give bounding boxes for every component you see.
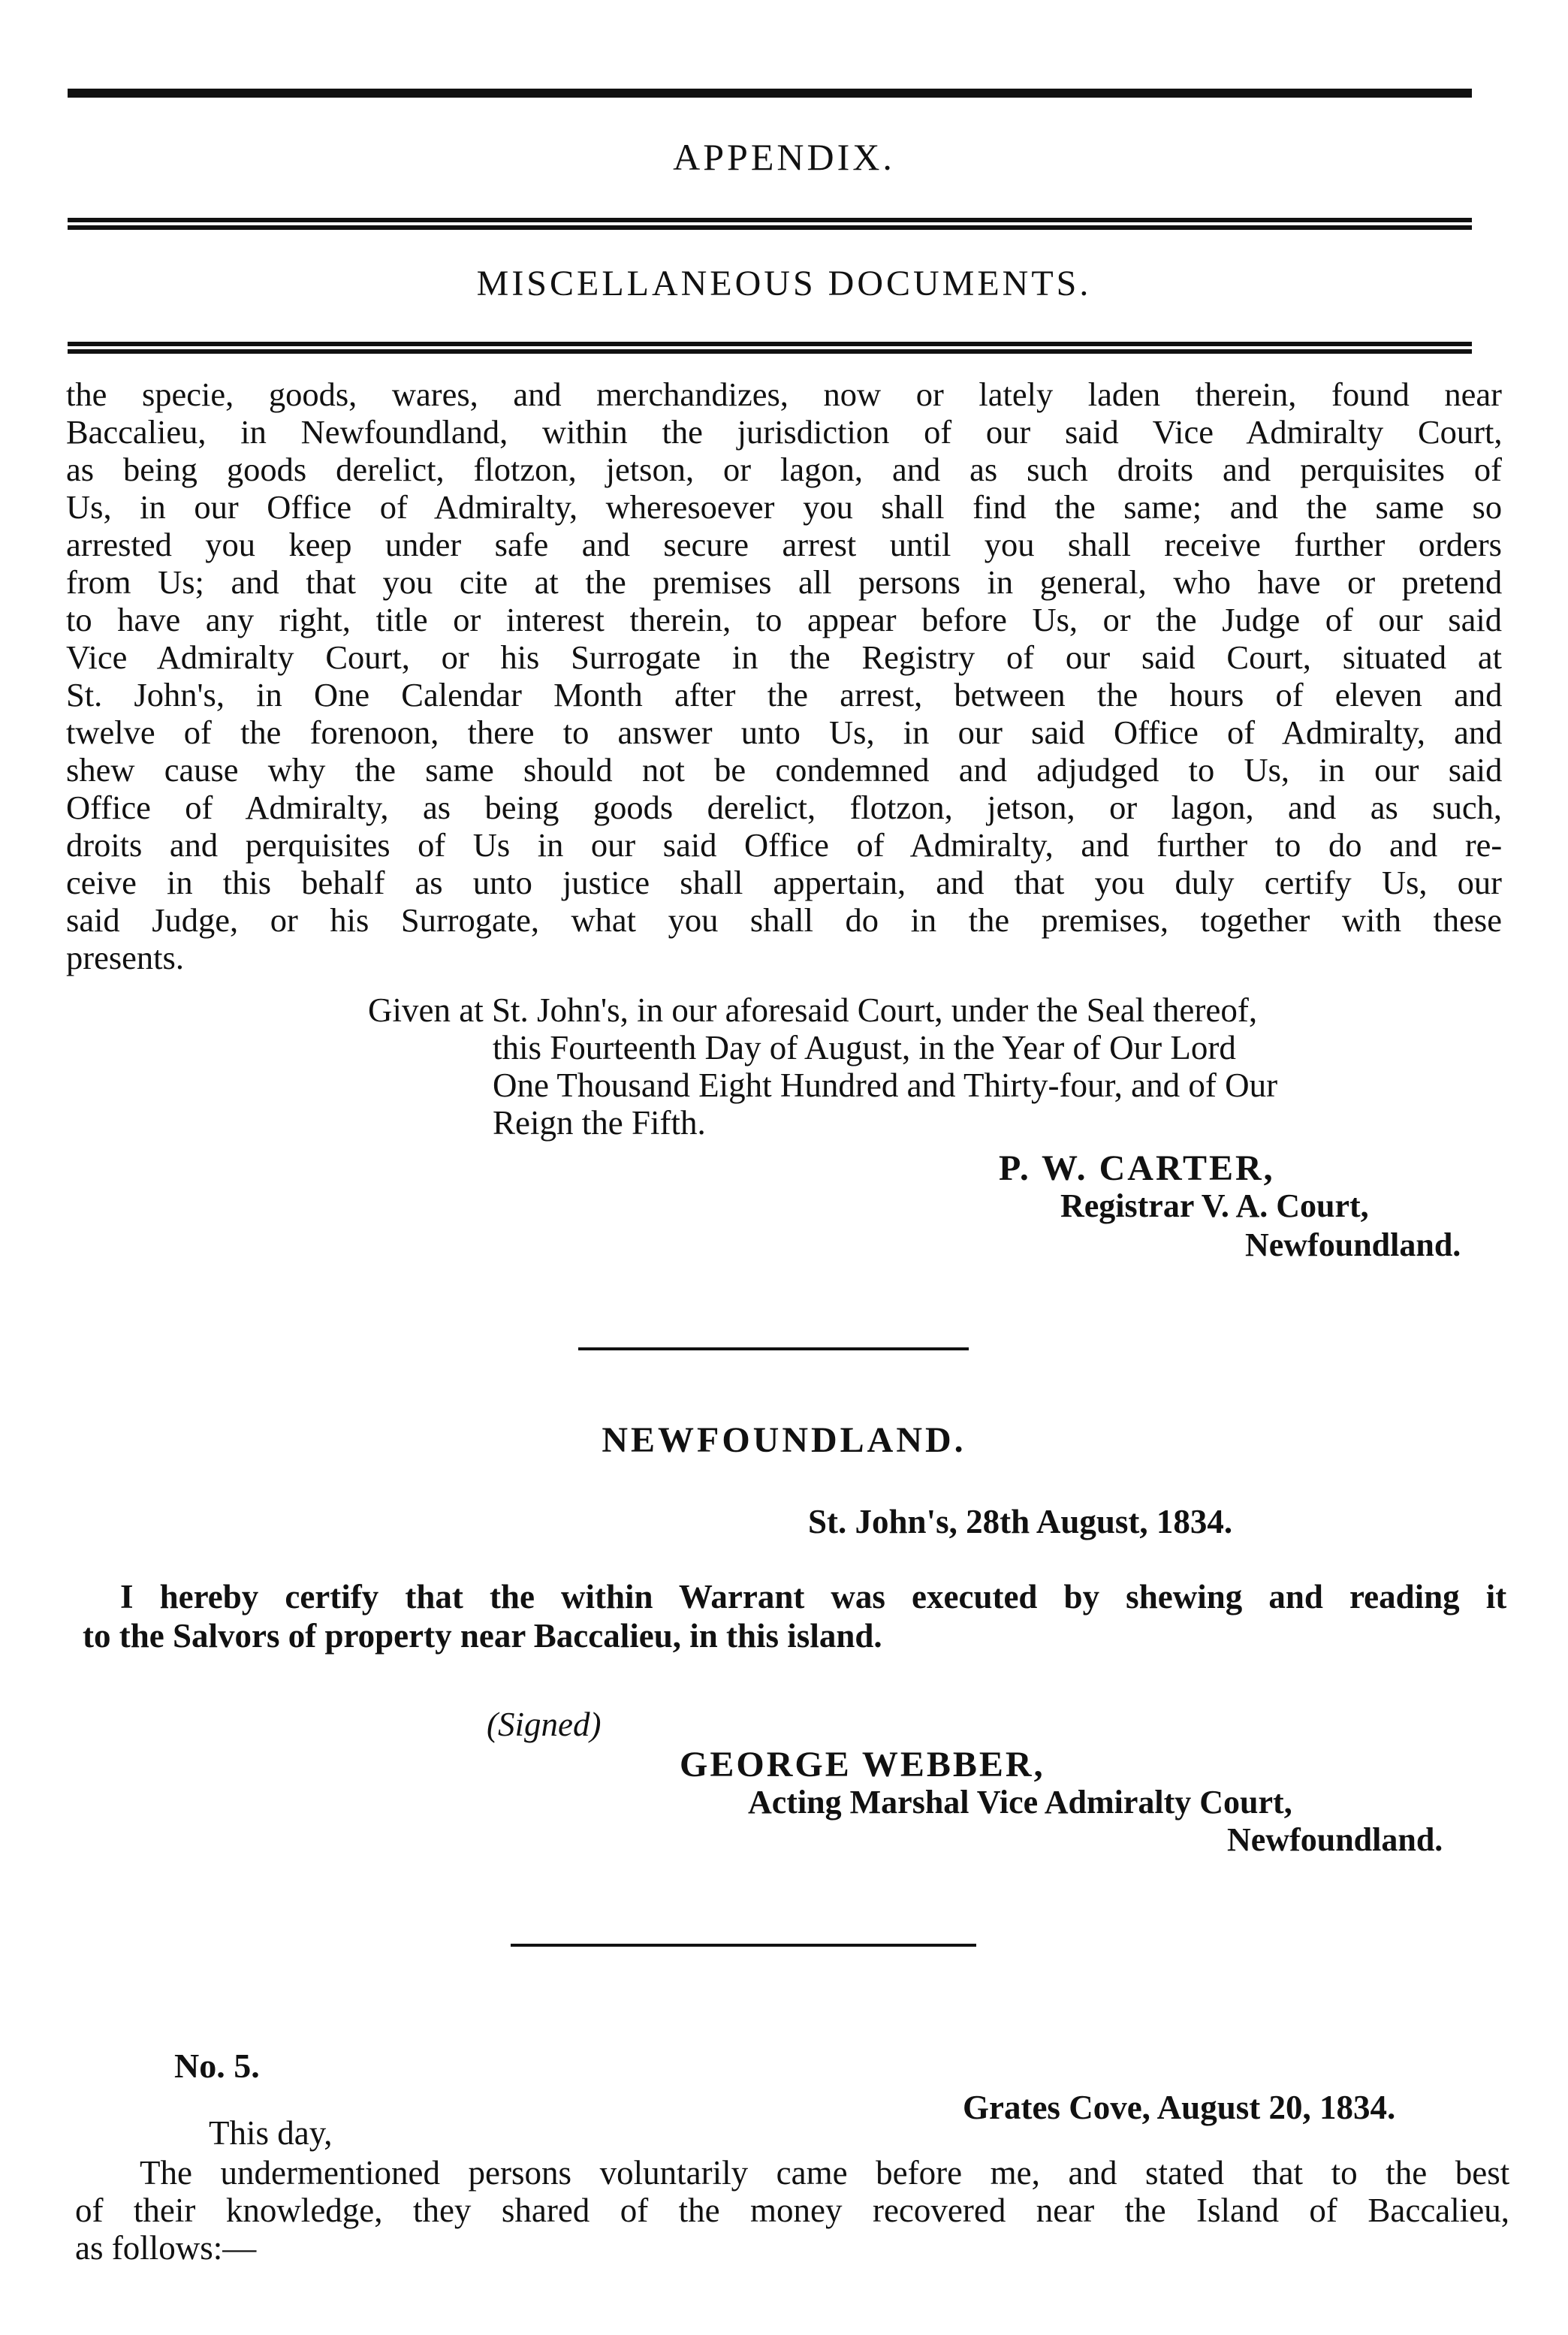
newfoundland-heading: NEWFOUNDLAND. <box>602 1420 966 1460</box>
warrant-line: ceive in this behalf as unto justice shall appertain, and that you duly certify Us, our <box>66 864 1502 901</box>
certificate-line: I hereby certify that the within Warrant was executed by shewing and reading it <box>120 1578 1507 1615</box>
section-heading: MISCELLANEOUS DOCUMENTS. <box>476 264 1092 303</box>
warrant-line: droits and perquisites of Us in our said Office of Admiralty, and further to do and re- <box>66 826 1503 864</box>
warrant-line: Vice Admiralty Court, or his Surrogate in the Registry of our said Court, situated at <box>66 638 1502 676</box>
warrant-line: presents. <box>66 939 184 976</box>
statement-line: as follows:— <box>75 2229 257 2267</box>
warrant-line: shew cause why the same should not be condemned and adjudged to Us, in our said <box>66 751 1503 789</box>
top-rule <box>68 89 1472 98</box>
statement-text <box>75 2154 1509 2267</box>
warrant-line: said Judge, or his Surrogate, what you shall do in the premises, together with these <box>66 901 1502 939</box>
certificate-text <box>83 1577 1506 1655</box>
this-day-text: This day, <box>209 2114 333 2152</box>
warrant-line: twelve of the forenoon, there to answer unto Us, in our said Office of Admiralty, and <box>66 713 1503 751</box>
webber-signature-title: Acting Marshal Vice Admiralty Court, <box>748 1784 1292 1821</box>
certificate-line: to the Salvors of property near Baccalieu, in this island. <box>83 1617 882 1655</box>
double-rule <box>68 218 1472 222</box>
statement-line: The undermentioned persons voluntarily came before me, and stated that to the best <box>140 2154 1510 2192</box>
carter-signature-name: P. W. CARTER, <box>999 1148 1275 1188</box>
warrant-line: Us, in our Office of Admiralty, wheresoever you shall find the same; and the same so <box>66 488 1503 526</box>
warrant-line: Office of Admiralty, as being goods derelict, flotzon, jetson, or lagon, and as such, <box>66 789 1502 826</box>
warrant-line: from Us; and that you cite at the premises all persons in general, who have or pretend <box>66 563 1503 601</box>
signed-label: (Signed) <box>487 1706 602 1743</box>
given-at-continuation: this Fourteenth Day of August, in the Year of Our Lord One Thousand Eight Hundred and Thirty-four, and of Our Reign the Fifth. <box>493 1029 1278 1142</box>
statement-line: of their knowledge, they shared of the money recovered near the Island of Baccalieu, <box>75 2192 1509 2229</box>
separator-rule <box>578 1347 969 1350</box>
warrant-line: St. John's, in One Calendar Month after the arrest, between the hours of eleven and <box>66 676 1503 713</box>
carter-signature-place: Newfoundland. <box>1245 1226 1461 1263</box>
given-at-line: Given at St. John's, in our aforesaid Court, under the Seal thereof, <box>368 991 1258 1029</box>
carter-signature-title: Registrar V. A. Court, <box>1060 1187 1369 1224</box>
warrant-line: the specie, goods, wares, and merchandizes, now or lately laden therein, found near <box>66 376 1502 413</box>
warrant-line: Baccalieu, in Newfoundland, within the jurisdiction of our said Vice Admiralty Court, <box>66 413 1503 451</box>
webber-signature-place: Newfoundland. <box>1227 1821 1443 1858</box>
appendix-heading: APPENDIX. <box>673 136 895 178</box>
warrant-line: arrested you keep under safe and secure arrest until you shall receive further orders <box>66 526 1502 563</box>
section-rule <box>68 342 1472 346</box>
warrant-line: as being goods derelict, flotzon, jetson, or lagon, and as such droits and perquisites of <box>66 451 1502 488</box>
separator-rule-2 <box>511 1944 976 1947</box>
webber-signature-name: GEORGE WEBBER, <box>680 1745 1045 1784</box>
certificate-date: St. John's, 28th August, 1834. <box>808 1503 1233 1540</box>
place-date: Grates Cove, August 20, 1834. <box>963 2089 1396 2126</box>
document-number: No. 5. <box>174 2047 260 2085</box>
warrant-line: to have any right, title or interest therein, to appear before Us, or the Judge of our said <box>66 601 1502 638</box>
warrant-text <box>66 376 1502 976</box>
